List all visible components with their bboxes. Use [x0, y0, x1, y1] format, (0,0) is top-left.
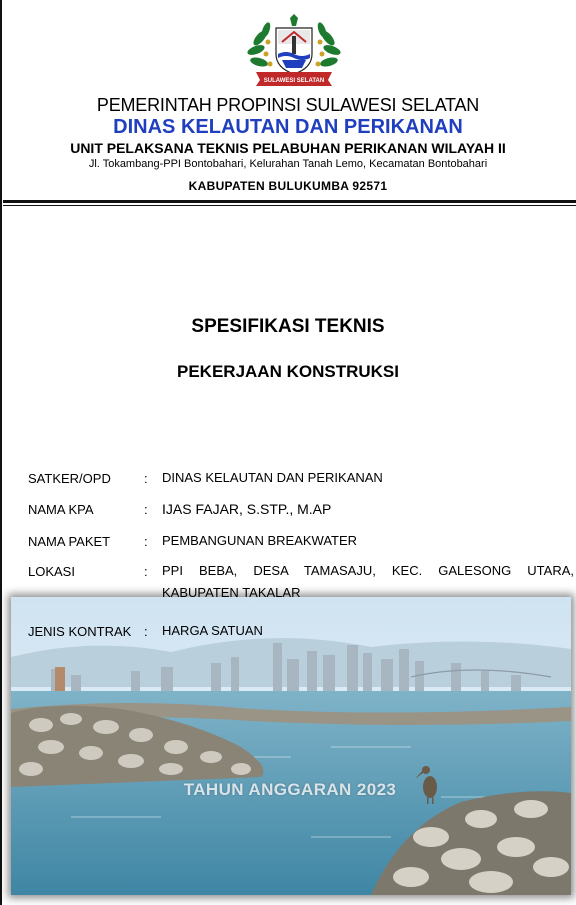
field-label: NAMA PAKET	[28, 534, 111, 549]
field-value: HARGA SATUAN	[162, 623, 263, 638]
provincial-emblem-icon	[246, 14, 342, 86]
field-colon: :	[144, 624, 148, 639]
field-label: SATKER/OPD	[28, 471, 111, 486]
budget-year: TAHUN ANGGARAN 2023	[183, 780, 397, 799]
field-colon: :	[144, 564, 148, 579]
header-address: Jl. Tokambang-PPI Bontobahari, Kelurahan Tanah Lemo, Kecamatan Bontobahari	[88, 158, 488, 170]
field-label: LOKASI	[28, 564, 75, 579]
logo-banner-text: SULAWESI SELATAN	[263, 78, 325, 84]
field-colon: :	[144, 502, 148, 517]
field-colon: :	[144, 471, 148, 486]
header-regency: KABUPATEN BULUKUMBA 92571	[188, 179, 388, 193]
field-value: PPI BEBA, DESA TAMASAJU, KEC. GALESONG UTARA, KABUPATEN TAKALAR	[162, 563, 574, 600]
document-subtitle: PEKERJAAN KONSTRUKSI	[177, 362, 399, 381]
header-agency: DINAS KELAUTAN DAN PERIKANAN	[113, 116, 463, 138]
header-divider-thin	[3, 205, 576, 206]
header-divider-thick	[3, 200, 576, 203]
field-label: JENIS KONTRAK	[28, 624, 132, 639]
field-label: NAMA KPA	[28, 502, 94, 517]
field-value: DINAS KELAUTAN DAN PERIKANAN	[162, 470, 383, 485]
field-value: PEMBANGUNAN BREAKWATER	[162, 533, 358, 548]
field-colon: :	[144, 534, 148, 549]
header-unit: UNIT PELAKSANA TEKNIS PELABUHAN PERIKANAN WILAYAH II	[70, 140, 506, 156]
header-government: PEMERINTAH PROPINSI SULAWESI SELATAN	[96, 95, 480, 115]
field-value: IJAS FAJAR, S.STP., M.AP	[162, 501, 332, 517]
document-title: SPESIFIKASI TEKNIS	[191, 316, 385, 337]
